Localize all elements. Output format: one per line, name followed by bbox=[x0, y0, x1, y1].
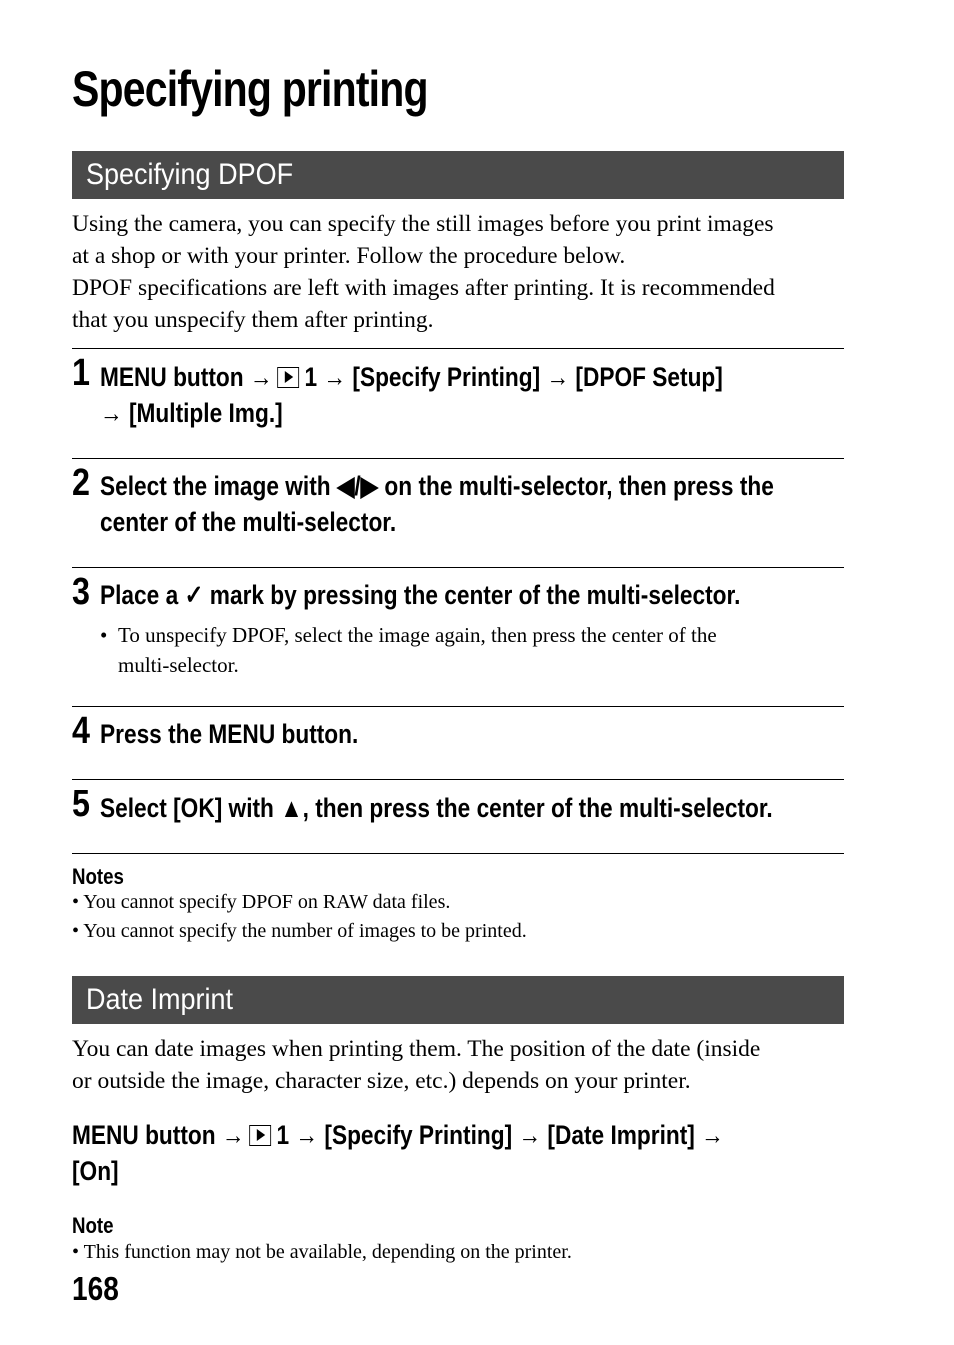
step-5-text bbox=[100, 790, 773, 826]
page-title: Specifying printing bbox=[72, 61, 428, 117]
menu-path-text: [On] bbox=[72, 1156, 119, 1186]
intro-paragraph bbox=[72, 208, 852, 336]
divider bbox=[72, 706, 844, 707]
bullet-text: To unspecify DPOF, select the image again, then press the center of the bbox=[118, 623, 717, 647]
note-text: You cannot specify the number of images to be printed. bbox=[83, 920, 527, 942]
step-text: Select [OK] with ▲, then press the center of the multi-selector. bbox=[100, 793, 773, 823]
intro-line: or outside the image, character size, etc.) depends on your printer. bbox=[72, 1068, 691, 1094]
step-number: 4 bbox=[72, 710, 90, 752]
step-3-bullet bbox=[118, 620, 717, 680]
step-text: Press the MENU button. bbox=[100, 719, 359, 749]
step-number: 1 bbox=[72, 352, 90, 394]
section-heading-text: Date Imprint bbox=[86, 983, 234, 1016]
section-heading-dpof bbox=[72, 151, 844, 199]
section-heading-date-imprint bbox=[72, 976, 844, 1024]
step-number: 2 bbox=[72, 462, 90, 504]
intro-line: that you unspecify them after printing. bbox=[72, 307, 434, 333]
bullet-dot: • bbox=[100, 623, 108, 647]
note-text: This function may not be available, depending on the printer. bbox=[83, 1241, 572, 1263]
divider bbox=[72, 853, 844, 854]
bullet-text: multi-selector. bbox=[118, 653, 239, 677]
note-text: You cannot specify DPOF on RAW data files. bbox=[83, 891, 451, 913]
menu-path-text: MENU button → bbox=[72, 1120, 245, 1150]
intro-line: at a shop or with your printer. Follow the procedure below. bbox=[72, 243, 626, 269]
step-4-text bbox=[100, 716, 358, 752]
intro-line: You can date images when printing them. The position of the date (inside bbox=[72, 1036, 761, 1062]
step-text: Place a ✓ mark by pressing the center of the multi-selector. bbox=[100, 580, 741, 610]
note-item: • You cannot specify the number of images to be printed. bbox=[72, 920, 527, 942]
step-number: 5 bbox=[72, 783, 90, 825]
intro-line: DPOF specifications are left with images after printing. It is recommended bbox=[72, 275, 775, 301]
playback-icon bbox=[278, 367, 300, 388]
step-text: → [Multiple Img.] bbox=[100, 398, 283, 428]
step-number: 3 bbox=[72, 571, 90, 613]
step-text: MENU button → bbox=[100, 362, 273, 392]
divider bbox=[72, 779, 844, 780]
date-imprint-paragraph bbox=[72, 1033, 852, 1097]
step-3-text bbox=[100, 577, 740, 613]
notes-heading: Notes bbox=[72, 864, 124, 889]
page-number: 168 bbox=[72, 1270, 119, 1307]
note-item: • This function may not be available, depending on the printer. bbox=[72, 1241, 572, 1263]
date-imprint-menu-path bbox=[72, 1117, 724, 1189]
step-text: 1 → [Specify Printing] → [DPOF Setup] bbox=[304, 362, 723, 392]
playback-icon bbox=[250, 1125, 272, 1146]
step-text: center of the multi-selector. bbox=[100, 507, 397, 537]
note-item: • You cannot specify DPOF on RAW data files. bbox=[72, 891, 451, 913]
step-text: Select the image with ◀/▶ on the multi-selector, then press the bbox=[100, 471, 774, 501]
intro-line: Using the camera, you can specify the still images before you print images bbox=[72, 211, 774, 237]
note-heading: Note bbox=[72, 1213, 114, 1238]
step-2-text bbox=[100, 468, 774, 540]
step-1-text bbox=[100, 359, 723, 431]
divider bbox=[72, 458, 844, 459]
menu-path-text: 1 → [Specify Printing] → [Date Imprint] → bbox=[276, 1120, 724, 1150]
divider bbox=[72, 348, 844, 349]
divider bbox=[72, 567, 844, 568]
section-heading-text: Specifying DPOF bbox=[86, 158, 294, 191]
